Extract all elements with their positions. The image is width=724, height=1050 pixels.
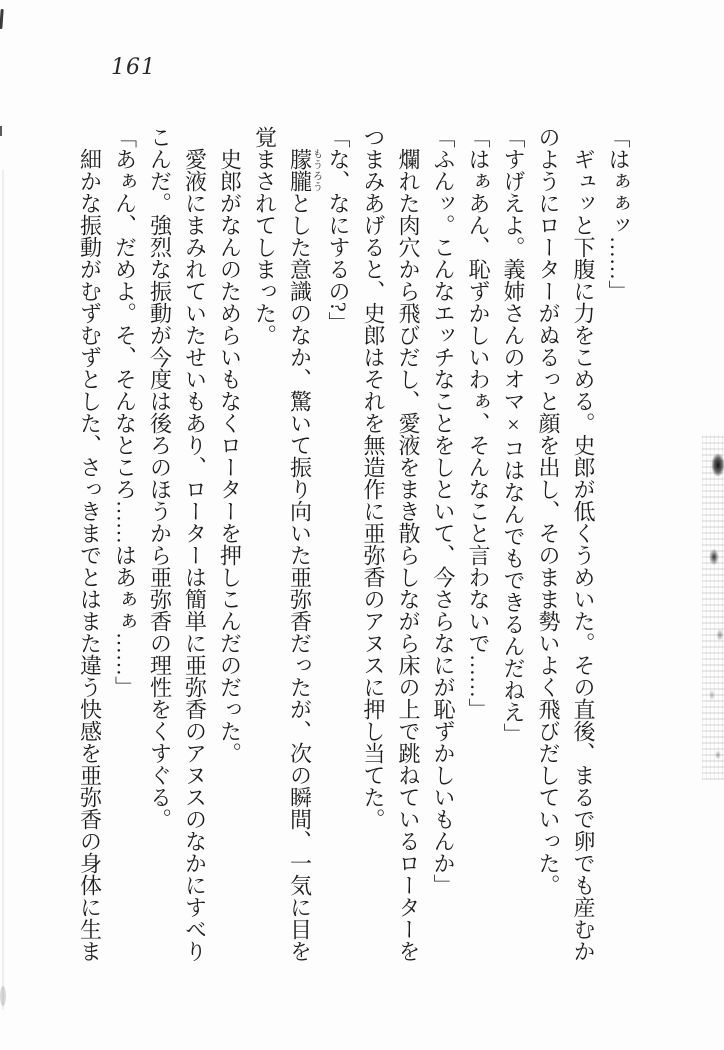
text-column [566,126,601,982]
text-column [213,126,248,982]
ruby-annotated-word: 朦朧もうろう [287,148,322,192]
page-edge-line [2,170,4,1010]
text-column [321,126,356,982]
scan-edge-smudge [0,986,6,1006]
text-column [356,126,391,982]
text-column [178,126,213,982]
text-run: 爛れた肉穴から飛びだし、愛液をまき散らしながら床の上で跳ねているローターを [396,148,421,962]
text-run: 「な、なにするの?」 [326,126,351,334]
text-run: とした意識のなか、驚いて振り向いた亜弥香だったが、次の瞬間、一気に目を [287,192,313,962]
text-column [391,126,426,982]
text-column [601,126,636,982]
furigana: もうろう [310,148,322,192]
page-number: 161 [111,55,156,80]
text-run: 「はぁあん、恥ずかしいわぁ、そんなこと言わないで……」 [466,126,491,720]
text-run: 「はぁぁッ……」 [606,126,631,302]
text-run: つまみあげると、史郎はそれを無造作に亜弥香のアヌスに押し当てた。 [361,126,386,830]
text-column [496,126,531,982]
scan-noise-artifact [702,435,724,780]
text-run: 「あぁん、だめよ。そ、そんなところ……はあぁぁ……」 [112,126,138,698]
text-run: 「すげえよ。義姉さんのオマ×コはなんでもできるんだねえ」 [501,126,526,745]
text-column [248,126,283,982]
text-run: 史郎がなんのためらいもなくローターを押しこんだのだった。 [217,148,243,764]
text-column [143,126,178,982]
text-run: のようにローターがぬるっと顔を出し、そのまま勢いよく飛びだしていった。 [536,126,561,896]
text-run: ギュッと下腹に力をこめる。史郎が低くうめいた。その直後、まるで卵でも産むか [571,148,596,962]
text-column [108,126,143,982]
text-column [283,126,322,982]
text-run: 愛液にまみれていたせいもあり、ローターは簡単に亜弥香のアヌスのなかにすべり [182,148,208,962]
text-column [73,126,108,982]
text-column [426,126,461,982]
text-run: 覚まされてしまった。 [252,126,278,346]
text-run: 細かな振動がむずむずとした、さっきまでとはまた違う快感を亜弥香の身体に生ま [77,148,103,962]
scan-edge-mark [0,9,4,29]
text-run: 「ふんッ。こんなエッチなことをしといて、今さらなにが恥ずかしいもんか」 [431,126,456,896]
text-block [73,126,637,982]
text-column [461,126,496,982]
text-run: こんだ。強烈な振動が今度は後ろのほうから亜弥香の理性をくすぐる。 [147,126,173,830]
scan-edge-mark [0,126,2,136]
text-column [531,126,566,982]
